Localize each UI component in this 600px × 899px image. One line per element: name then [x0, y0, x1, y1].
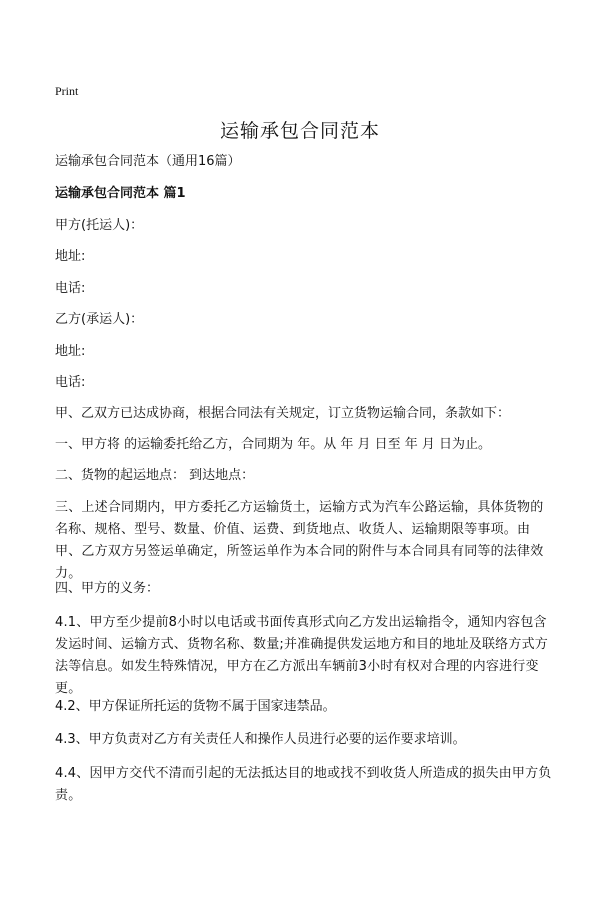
party-a-phone: 电话: [55, 281, 86, 296]
party-a-address: 地址: [55, 249, 86, 264]
clause-2: 二、货物的起运地点： 到达地点： [55, 468, 255, 483]
clause-4-3: 4.3、甲方负责对乙方有关责任人和操作人员进行必要的运作要求培训。 [55, 732, 466, 747]
intro-paragraph: 甲、乙双方已达成协商，根据合同法有关规定，订立货物运输合同，条款如下： [55, 406, 511, 421]
party-b-address: 地址: [55, 344, 86, 359]
doc-subtitle: 运输承包合同范本（通用16篇） [55, 154, 241, 169]
clause-1: 一、甲方将 的运输委托给乙方，合同期为 年。从 年 月 日至 年 月 日为止。 [55, 437, 492, 452]
section-heading: 运输承包合同范本 篇1 [55, 186, 186, 201]
page-title: 运输承包合同范本 [219, 120, 380, 142]
clause-4-1: 4.1、甲方至少提前8小时以电话或书面传真形式向乙方发出运输指令，通知内容包含发运时间、运输方式、货物名称、数量;并准确提供发运地方和目的地址及联络方式方法等信息。如发生特殊情况，甲方在乙方派出车辆前3小时有权对合理的内容进行变更。 [55, 615, 548, 696]
clause-4-heading: 四、甲方的义务： [55, 581, 160, 596]
clause-4-2: 4.2、甲方保证所托运的货物不属于国家违禁品。 [55, 699, 336, 714]
clause-3: 三、上述合同期内，甲方委托乙方运输货土，运输方式为汽车公路运输，具体货物的名称、规格、型号、数量、价值、运费、到货地点、收货人、运输期限等事项。由甲、乙方双方另签运单确定，所签运单作为本合同的附件与本合同具有同等的法律效力。 [55, 500, 544, 581]
party-b-label: 乙方(承运人)： [55, 312, 144, 327]
clause-4-4: 4.4、因甲方交代不清而引起的无法抵达目的地或找不到收货人所造成的损失由甲方负责。 [55, 766, 552, 803]
party-b-phone: 电话: [55, 375, 86, 390]
party-a-label: 甲方(托运人)： [55, 218, 144, 233]
print-link[interactable]: Print [55, 84, 79, 98]
